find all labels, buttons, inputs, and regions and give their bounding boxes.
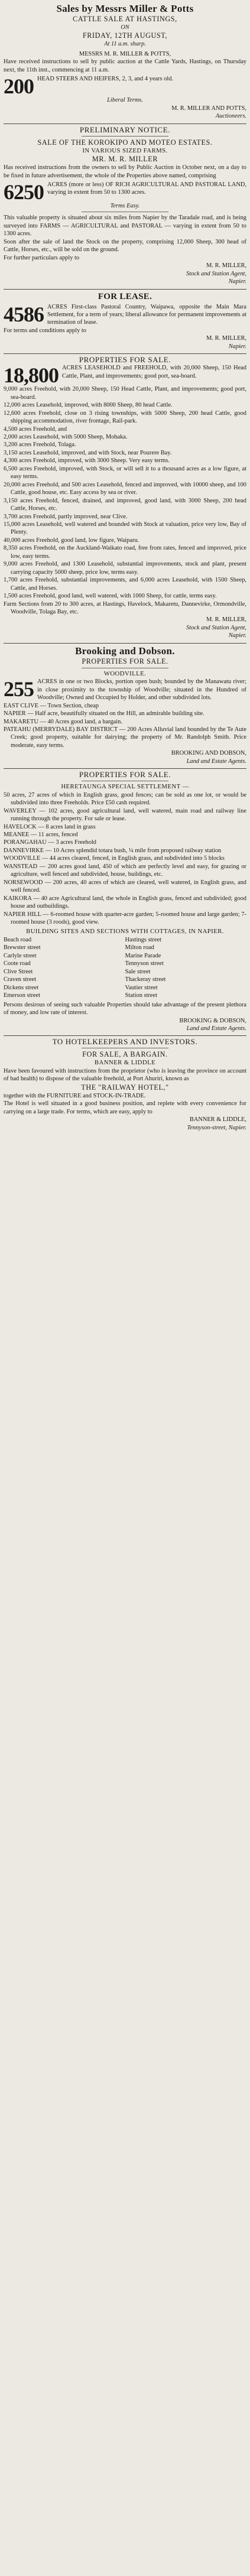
lot-block [4,181,246,202]
acreage: 255 [4,678,34,701]
body-text: Has received instructions from the owners to sell by Public Auction in October next, on a day to be fixed in future advertisement, the whole of the Properties above named, comprising [4,164,246,179]
street-name: Hastings street [125,936,161,943]
property-entry: WANSTEAD — 200 acres good land, 450 of which are perfectly level and easy, for grazing or agriculture, well fenced and subdivided, house, buildings, etc. [4,863,246,878]
lot-text: HEAD STEERS AND HEIFERS, 2, 3, and 4 years old. [37,76,174,83]
property-entry: NORSEWOOD — 200 acres, 40 acres of which are cleared, well watered, in English grass, and well fenced. [4,879,246,894]
property-entry: KAIKORA — 40 acre Agricultural land, the whole in English grass, fenced and subdivided; good house and outbuildings. [4,895,246,910]
property-entry: 12,600 acres Freehold, close on 3 rising townships, with 5000 Sheep, 200 head Cattle, good shipping accommodation, river frontage, Rail-park. [4,410,246,425]
lot-text: ACRES First-class Pastoral Country, Waipawa, opposite the Main Mara Settlement, for a term of years; liberal allowance for permanent improvements at termination of lease. [47,303,246,326]
street-name: Sale street [125,968,151,975]
ad-title: FOR SALE, A BARGAIN. [82,1050,168,1059]
ad-heading: Sales by Messrs Miller & Potts [56,3,194,14]
lot-text: ACRES (more or less) OF RICH AGRICULTURAL AND PASTORAL LAND, varying in extent from 50 to 1300 acres. [47,181,246,196]
hotel-name: THE "RAILWAY HOTEL," [81,1083,169,1092]
property-entry: WAVERLEY — 102 acres, good agricultural land, well watered, main road and railway line running through the property. For sale or lease. [4,807,246,823]
property-list [4,791,246,927]
street-name: Brewster street [4,944,41,951]
signature: BANNER & LIDDLE, [189,1116,246,1123]
ad-heading: TO HOTELKEEPERS AND INVESTORS. [52,1037,198,1047]
ad-for-lease [4,290,246,355]
body-text: For terms and conditions apply to [4,327,86,334]
ad-brooking-dobson [4,644,246,769]
signature-title: Land and Estate Agents. [186,1025,246,1032]
street-name: Milton road [125,944,154,951]
property-entry: MAKARETU — 40 Acres good land, a bargain. [4,718,122,725]
ad-heading: FOR LEASE. [98,291,152,301]
ad-subtitle: HERETAUNGA SPECIAL SETTLEMENT — [61,783,189,791]
auctioneer-name: MESSRS M. R. MILLER & POTTS, [79,50,171,57]
ad-subtitle: IN VARIOUS SIZED FARMS. [82,147,168,154]
lot-block [4,303,246,327]
ad-title: PROPERTIES FOR SALE. [82,657,168,665]
street-name: Coote road [4,960,31,967]
signature-place: Tennyson-street, Napier. [187,1124,246,1131]
body-text: For further particulars apply to [4,254,80,261]
agent-name: BANNER & LIDDLE [94,1059,156,1067]
property-entry: 3,150 acres Freehold, fenced, drained, and improved, good land, with 3000 Sheep, 200 head Cattle, Horses, etc. [4,497,246,512]
sale-time: At 11 a.m. sharp. [104,41,146,48]
property-entry: 40,000 acres Freehold, good land, low figure, Waiparu. [4,537,139,544]
ad-properties-for-sale-miller [4,354,246,644]
property-entry: 12,000 acres Leasehold, improved, with 8000 Sheep, 80 head Cattle. [4,402,173,409]
property-entry: NAPIER — Half acre, beautifully situated on the Hill, an admirable building site. [4,710,204,717]
property-entry: PORANGAHAU — 3 acres Freehold [4,839,96,846]
street-name: Craven street [4,976,37,983]
body-text: This valuable property is situated about six miles from Napier by the Taradale road, and is being surveyed into FARMS — AGRICULTURAL and PASTORAL — varying in extent from 50 to 1300 acres. [4,215,246,238]
property-entry: 20,000 acres Freehold, and 500 acres Leasehold, fenced and improved, with 10000 sheep, and 100 Cattle, good house, etc. Easy access by sea or river. [4,481,246,496]
property-entry: 6,500 acres Freehold, improved, with Stock, or will sell it to a thousand acres as a low figure, at easy terms. [4,465,246,480]
body-text: Soon after the sale of land the Stock on the property, comprising 12,000 Sheep, 300 head of Cattle, Horses, etc., will be sold on the ground. [4,238,246,254]
property-entry: HAVELOCK — 8 acres land in grass [4,823,96,830]
street-name: Dickens street [4,984,39,991]
street-list-left [4,936,125,1000]
acreage: 18,800 [4,364,59,386]
property-entry: 15,000 acres Leasehold, well watered and bounded with Stock at valuation, price very low, Bay of Plenty. [4,521,246,536]
lot-text: ACRES LEASEHOLD and FREEHOLD, with 20,000 Sheep, 150 Head Cattle, Plant, and improvements; good port, sea-board. [62,365,246,379]
property-entry: 8,350 acres Freehold, on the Auckland-Waikato road, free from rates, fenced and improved, price low, easy terms. [4,545,246,560]
property-entry: NAPIER HILL — 6-roomed house with quarter-acre garden; 5-roomed house and large garden; 7-roomed house (3 roods), good view. [4,911,246,926]
body-text: Have received instructions to sell by public auction at the Cattle Yards, Hastings, on Thursday next, the 11th inst., commencing at 11 a.m. [4,59,246,73]
ad-properties-for-sale-2 [4,769,246,1036]
property-entry: EAST CLIVE — Town Section, cheap [4,702,99,709]
signature-title: Land and Estate Agents. [186,758,246,765]
signature: M. R. MILLER, [206,335,246,342]
terms: Terms Easy. [110,203,140,210]
street-list-right [125,936,247,1000]
signature: M. R. MILLER, [206,262,246,269]
sale-date: FRIDAY, 12TH AUGUST, [82,31,168,40]
property-entry: 2,000 acres Leasehold, with 5000 Sheep, Mohaka. [4,434,128,440]
property-entry: DANNEVIRKE — 10 Acres splendid totara bush, ¼ mile from proposed railway station [4,847,222,854]
signature-place: Napier. [228,632,246,639]
body-text: Have been favoured with instructions from the proprietor (who is leaving the province on account of bad health) to dispose of the valuable freehold, at Port Ahuriri, known as [4,1067,246,1083]
lot-block [4,364,246,385]
agent-name: MR. M. R. MILLER [92,155,158,164]
property-entry: Farm Sections from 20 to 300 acres, at Hastings, Havelock, Makaretu, Dannevirke, Ormondville, Woodville, Tolaga Bay, etc. [4,600,246,615]
signature: M. R. MILLER AND POTTS, [171,105,246,112]
ad-title: SALE OF THE KOROKIPO AND MOTEO ESTATES. [37,138,213,147]
property-list [4,385,246,616]
signature: BROOKING & DOBSON, [179,1017,246,1024]
signature-place: Napier. [228,278,246,285]
street-name: Vautier street [125,984,158,991]
lot-block [4,678,246,701]
property-list [4,702,246,750]
property-entry: 50 acres, 27 acres of which in English grass, good fences; can be sold as one lot, or would be subdivided into three Freeholds. Price £50 cash required. [4,791,246,807]
ad-subtitle: WOODVILLE. [103,670,147,677]
property-entry: 3,150 acres Leasehold, improved, and with Stock, near Pourere Bay. [4,449,172,456]
body-text: Persons desirous of seeing such valuable Properties should take advantage of the present plethora of money, and low rate of interest. [4,1001,246,1016]
street-name: Beach road [4,936,32,943]
street-name: Tennyson street [125,960,164,967]
sections-title: BUILDING SITES AND SECTIONS WITH COTTAGES, IN NAPIER. [26,928,224,935]
body-text: The Hotel is well situated in a good business position, and replete with every convenience for carrying on a large trade. For terms, which are easy, apply to [4,1100,246,1115]
acreage: 4586 [4,303,44,326]
property-entry: 9,000 acres Freehold, and 1300 Leasehold, substantial improvements, stock and plant, present carrying capacity 5000 sheep, price low, terms easy. [4,561,246,576]
line: ON [121,24,129,31]
property-entry: 1,700 acres Freehold, substantial improvements, and 6,000 acres Leasehold, with 1500 Sheep, Cattle, and Horses. [4,577,246,592]
lot-block [4,75,246,96]
street-name: Carlyle street [4,952,37,959]
ad-heading: Brooking and Dobson. [75,645,175,657]
signature-title: Stock and Station Agent, [186,270,246,277]
street-name: Emerson street [4,992,41,999]
signature-title: Stock and Station Agent, [186,624,246,631]
ad-heading: PROPERTIES FOR SALE. [79,770,171,779]
ad-cattle-sale [4,1,246,124]
street-name: Marine Parade [125,952,161,959]
lot-text: ACRES in one or two Blocks, portion open bush; bounded by the Manawatu river; in close proximity to the township of Woodville; situated in the Hundred of Woodville; Owned and Occupied by Holder, and other subdivided lots. [37,678,246,701]
street-name: Clive Street [4,968,33,975]
lot-count: 200 [4,75,34,97]
property-entry: PATEAHU (MERRYDALE) BAY DISTRICT — 200 Acres Alluvial land bounded by the Te Aute Creek; good property, suitable for dairying; the property of Mr. Randolph Smith. Price moderate, easy terms. [4,726,246,749]
ad-heading: PRELIMINARY NOTICE. [79,125,171,134]
ad-hotelkeepers [4,1036,246,1135]
property-entry: WOODVILLE — 44 acres cleared, fenced, in English grass, and subdivided into 5 blocks [4,855,225,862]
property-entry: 3,700 acres Freehold, partly improved, near Clive. [4,513,128,520]
terms: Liberal Terms. [107,97,143,104]
property-entry: 1,500 acres Freehold, good land, well watered, with 1000 Sheep, for cattle, terms easy. [4,593,217,600]
signature-place: Napier. [228,343,246,350]
signature: BROOKING AND DOBSON, [171,750,246,757]
acreage: 6250 [4,181,44,203]
body-text: together with the FURNITURE and STOCK-IN-TRADE. [4,1092,146,1099]
property-entry: 4,300 acres Freehold, improved, with 3000 Sheep. Very easy terms. [4,457,170,464]
signature-title: Auctioneers. [215,113,246,120]
ad-title: CATTLE SALE AT HASTINGS, [73,15,177,23]
street-name: Thackeray street [125,976,166,983]
signature: M. R. MILLER, [206,616,246,623]
property-entry: MEANEE — 11 acres, fenced [4,831,78,839]
ad-heading: PROPERTIES FOR SALE. [79,355,171,365]
street-name: Station street [125,992,158,999]
divider [82,136,169,137]
ad-preliminary-notice [4,124,246,290]
street-columns [4,936,246,1000]
property-entry: 9,000 acres Freehold, with 20,000 Sheep, 150 Head Cattle, Plant, and improvements; good port, sea-board. [4,386,246,401]
property-entry: 3,200 acres Freehold, Tolaga. [4,441,76,449]
property-entry: 4,500 acres Freehold, and [4,425,67,433]
